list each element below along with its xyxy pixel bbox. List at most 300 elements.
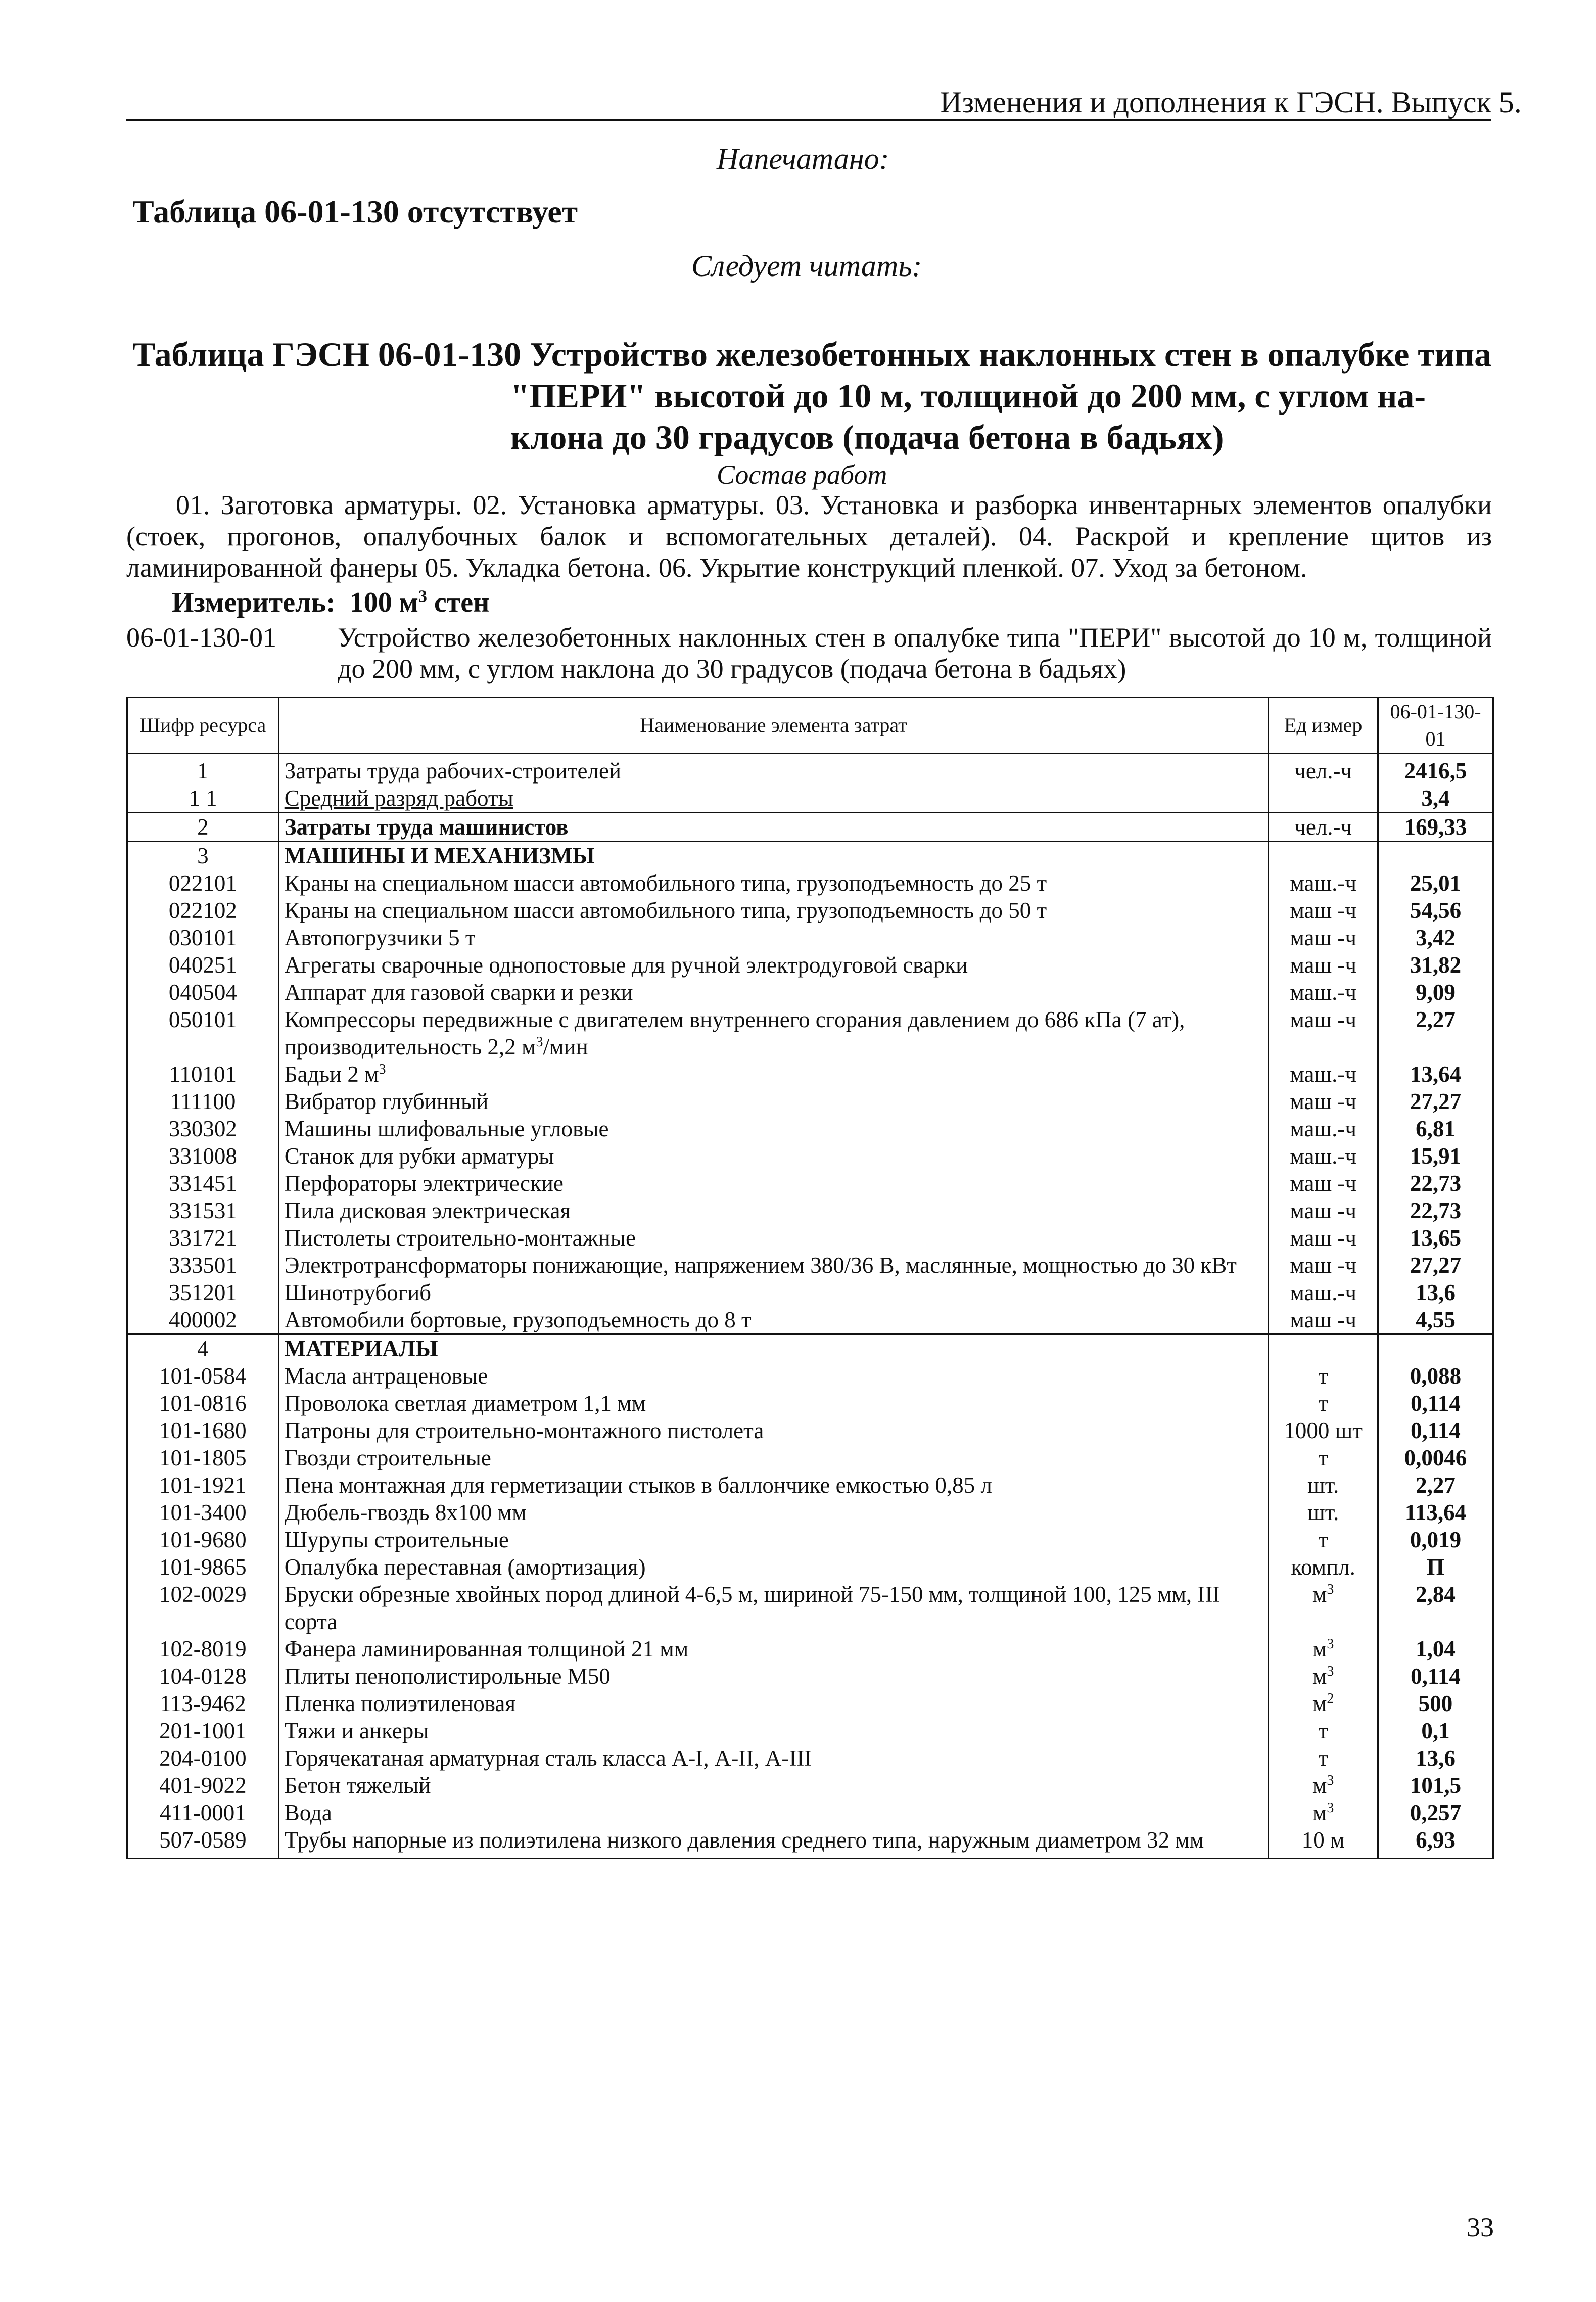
resource-unit-text: маш -ч [1290, 1253, 1356, 1278]
resource-code-text: 101-0816 [159, 1391, 247, 1416]
resource-name [278, 1744, 1268, 1772]
header-value: 06-01-130-01 [1378, 698, 1493, 754]
resource-code-text: 111100 [170, 1089, 236, 1114]
resource-unit-text: маш -ч [1290, 898, 1356, 923]
resource-code [127, 897, 279, 924]
resource-value [1378, 842, 1493, 870]
resource-value-text: 13,64 [1410, 1062, 1462, 1087]
resource-name [278, 1306, 1268, 1334]
resource-name-text: Станок для рубки арматуры [284, 1143, 554, 1169]
resource-name-text: Горячекатаная арматурная сталь класса А-I, А-II, А-III [284, 1745, 812, 1771]
resource-name-text: Машины шлифовальные угловые [284, 1116, 609, 1141]
resource-name-text: Бадьи 2 м [284, 1062, 379, 1087]
table-row [127, 1170, 1493, 1197]
resource-unit-text: маш -ч [1290, 1171, 1356, 1196]
resource-code-text: 022101 [168, 870, 237, 896]
resource-value [1378, 1635, 1493, 1663]
header-rule [126, 119, 1491, 121]
table-title-line-1: Таблица ГЭСН 06-01-130 Устройство железобетонных наклонных стен в опалубке типа [132, 335, 1492, 374]
table-row [127, 1526, 1493, 1553]
resource-name [278, 1799, 1268, 1826]
resource-code [127, 1279, 279, 1306]
table-row [127, 1499, 1493, 1526]
table-title-line-2: "ПЕРИ" высотой до 10 м, толщиной до 200 мм, с углом на- [510, 377, 1426, 415]
resource-code [127, 1197, 279, 1224]
resource-unit [1269, 924, 1378, 951]
resource-unit [1269, 1799, 1378, 1826]
resource-unit-text: м [1312, 1800, 1327, 1825]
resource-code-text: 110101 [169, 1062, 237, 1087]
resource-value [1378, 1690, 1493, 1717]
table-row [127, 813, 1493, 842]
resource-code [127, 1306, 279, 1334]
resource-unit-text: маш.-ч [1290, 1143, 1356, 1169]
resource-name-text: Вибратор глубинный [284, 1089, 489, 1114]
header-name: Наименование элемента затрат [278, 698, 1268, 754]
resource-code-text: 030101 [168, 925, 237, 950]
table-row [127, 1279, 1493, 1306]
resource-unit-text: т [1318, 1363, 1328, 1389]
resource-name [278, 1334, 1268, 1363]
table-row [127, 1581, 1493, 1635]
resource-code [127, 1799, 279, 1826]
resource-value-text: 22,73 [1410, 1198, 1462, 1223]
resource-name-text: Бруски обрезные хвойных пород длиной 4-6,5 м, шириной 75-150 мм, толщиной 100, 125 мм, III сорта [284, 1582, 1221, 1634]
resource-name-text: Плиты пенополистирольные М50 [284, 1664, 611, 1689]
table-row [127, 1088, 1493, 1115]
resource-code-text: 102-8019 [159, 1636, 247, 1662]
resource-value [1378, 754, 1493, 785]
resource-name [278, 754, 1268, 785]
norm-code: 06-01-130-01 [126, 622, 276, 653]
resource-code [127, 813, 279, 842]
resource-value [1378, 1197, 1493, 1224]
resource-name [278, 869, 1268, 897]
resource-name-text: Затраты труда рабочих-строителей [284, 758, 622, 784]
resource-value-text: 169,33 [1404, 814, 1467, 840]
table-row [127, 1744, 1493, 1772]
table-row [127, 1224, 1493, 1252]
resource-code [127, 1717, 279, 1744]
resource-unit-text: м [1312, 1773, 1327, 1798]
resource-unit-text: маш.-ч [1290, 1062, 1356, 1087]
resource-code [127, 785, 279, 813]
resource-unit-sup: 3 [1327, 1664, 1334, 1679]
resource-name-text: Средний разряд работы [284, 786, 513, 811]
resource-unit [1269, 1417, 1378, 1444]
resource-unit [1269, 869, 1378, 897]
table-row [127, 1417, 1493, 1444]
resource-name [278, 1826, 1268, 1859]
table-row [127, 842, 1493, 870]
resource-name-text: Вода [284, 1800, 332, 1825]
resource-table [126, 697, 1494, 1859]
measure-label: Измеритель: [172, 587, 336, 618]
resource-name-text: Краны на специальном шасси автомобильного типа, грузоподъемность до 25 т [284, 870, 1047, 896]
resource-value-text: 13,65 [1410, 1225, 1462, 1251]
resource-code-text: 333501 [168, 1253, 237, 1278]
resource-value-text: 1,04 [1416, 1636, 1456, 1662]
resource-name-sup: 3 [536, 1034, 543, 1050]
resource-code-text: 400002 [168, 1307, 237, 1332]
resource-value [1378, 1224, 1493, 1252]
resource-code-text: 507-0589 [159, 1827, 247, 1853]
table-row [127, 1635, 1493, 1663]
resource-unit [1269, 1690, 1378, 1717]
resource-name-text: Проволока светлая диаметром 1,1 мм [284, 1391, 646, 1416]
resource-code [127, 1088, 279, 1115]
resource-unit [1269, 1526, 1378, 1553]
resource-name-suffix: /мин [543, 1034, 588, 1060]
resource-name [278, 1772, 1268, 1799]
resource-value-text: 3,42 [1416, 925, 1456, 950]
resource-code [127, 1471, 279, 1499]
resource-name [278, 1170, 1268, 1197]
norm-description: Устройство железобетонных наклонных стен в опалубке типа "ПЕРИ" высотой до 10 м, толщиной до 200 мм, с углом наклона до 30 градусов (подача бетона в бадьях) [338, 622, 1492, 684]
resource-code [127, 1170, 279, 1197]
resource-value-text: 0,257 [1410, 1800, 1462, 1825]
resource-name-text: Автомобили бортовые, грузоподъемность до 8 т [284, 1307, 752, 1332]
resource-name [278, 1252, 1268, 1279]
resource-name-text: Пена монтажная для герметизации стыков в баллончике емкостью 0,85 л [284, 1472, 992, 1498]
resource-code-text: 101-3400 [159, 1500, 247, 1525]
resource-value [1378, 1553, 1493, 1581]
resource-unit-text: компл. [1291, 1554, 1355, 1580]
resource-code-text: 101-1921 [159, 1472, 247, 1498]
table-title [132, 334, 1497, 458]
resource-unit [1269, 1197, 1378, 1224]
resource-name-text: Тяжи и анкеры [284, 1718, 429, 1743]
resource-value-text: 4,55 [1416, 1307, 1456, 1332]
resource-unit-text: м [1312, 1636, 1327, 1662]
resource-unit-text: шт. [1307, 1472, 1339, 1498]
resource-value [1378, 1526, 1493, 1553]
resource-unit [1269, 1061, 1378, 1088]
resource-code-text: 204-0100 [159, 1745, 247, 1771]
printed-label: Напечатано: [717, 142, 889, 175]
resource-code-text: 101-1680 [159, 1418, 247, 1443]
resource-name-text: Затраты труда машинистов [284, 814, 569, 840]
header-code: Шифр ресурса [127, 698, 279, 754]
resource-unit-text: маш -ч [1290, 1007, 1356, 1032]
resource-unit-sup: 3 [1327, 1773, 1334, 1788]
resource-value [1378, 813, 1493, 842]
resource-unit-text: маш.-ч [1290, 1280, 1356, 1305]
resource-name [278, 1115, 1268, 1142]
resource-code [127, 1772, 279, 1799]
resource-name-text: Аппарат для газовой сварки и резки [284, 980, 633, 1005]
resource-name [278, 1061, 1268, 1088]
resource-name [278, 1717, 1268, 1744]
resource-value [1378, 1826, 1493, 1859]
table-row [127, 1772, 1493, 1799]
resource-code-text: 050101 [168, 1007, 237, 1032]
resource-name [278, 1690, 1268, 1717]
resource-unit-text: м [1312, 1691, 1327, 1716]
resource-unit-text: т [1318, 1718, 1328, 1743]
resource-value-text: 27,27 [1410, 1253, 1462, 1278]
resource-name-text: Шурупы строительные [284, 1527, 509, 1552]
resource-code [127, 1690, 279, 1717]
resource-name-text: Пила дисковая электрическая [284, 1198, 571, 1223]
resource-code [127, 1115, 279, 1142]
resource-name [278, 1581, 1268, 1635]
resource-value-text: 0,1 [1421, 1718, 1450, 1743]
resource-unit-text: маш -ч [1290, 1089, 1356, 1114]
resource-unit [1269, 951, 1378, 979]
resource-unit [1269, 1279, 1378, 1306]
resource-value [1378, 869, 1493, 897]
resource-code-text: 201-1001 [159, 1718, 247, 1743]
resource-code-text: 104-0128 [159, 1664, 247, 1689]
resource-unit-text: маш.-ч [1290, 870, 1356, 896]
resource-code-text: 331531 [168, 1198, 237, 1223]
resource-code-text: 101-0584 [159, 1363, 247, 1389]
resource-name [278, 785, 1268, 813]
resource-code-text: 1 [197, 758, 209, 784]
resource-name [278, 1663, 1268, 1690]
table-row [127, 951, 1493, 979]
resource-value [1378, 1061, 1493, 1088]
resource-value [1378, 924, 1493, 951]
table-row [127, 1061, 1493, 1088]
resource-name [278, 813, 1268, 842]
resource-value [1378, 1444, 1493, 1471]
resource-unit [1269, 1772, 1378, 1799]
resource-unit-text: т [1318, 1527, 1328, 1552]
resource-unit-text: 10 м [1301, 1827, 1345, 1853]
resource-code [127, 1526, 279, 1553]
resource-unit-text: маш -ч [1290, 1225, 1356, 1251]
resource-code [127, 1744, 279, 1772]
resource-name-text: Автопогрузчики 5 т [284, 925, 476, 950]
resource-code [127, 924, 279, 951]
table-row [127, 1444, 1493, 1471]
resource-value [1378, 1142, 1493, 1170]
resource-code [127, 1390, 279, 1417]
resource-unit-sup: 3 [1327, 1800, 1334, 1816]
resource-unit-text: чел.-ч [1294, 758, 1352, 784]
resource-code [127, 1061, 279, 1088]
resource-value [1378, 1471, 1493, 1499]
resource-value-text: 15,91 [1410, 1143, 1462, 1169]
resource-name-text: Опалубка переставная (амортизация) [284, 1554, 646, 1580]
resource-code-text: 1 1 [189, 786, 217, 811]
resource-value-text: 0,019 [1410, 1527, 1462, 1552]
resource-code-text: 331451 [168, 1171, 237, 1196]
resource-unit-text: маш.-ч [1290, 1116, 1356, 1141]
resource-name [278, 1444, 1268, 1471]
table-row [127, 1799, 1493, 1826]
resource-unit [1269, 1635, 1378, 1663]
resource-value [1378, 1088, 1493, 1115]
resource-code [127, 1334, 279, 1363]
resource-value [1378, 1744, 1493, 1772]
resource-unit-text: м [1312, 1582, 1327, 1607]
resource-code [127, 1499, 279, 1526]
resource-name [278, 1499, 1268, 1526]
table-row [127, 1306, 1493, 1334]
resource-name [278, 951, 1268, 979]
resource-name [278, 1553, 1268, 1581]
table-row [127, 785, 1493, 813]
resource-name [278, 1635, 1268, 1663]
resource-unit [1269, 813, 1378, 842]
resource-name [278, 1088, 1268, 1115]
resource-unit [1269, 1115, 1378, 1142]
table-row [127, 979, 1493, 1006]
resource-unit-text: шт. [1307, 1500, 1339, 1525]
resource-value [1378, 1306, 1493, 1334]
resource-value [1378, 1279, 1493, 1306]
table-row [127, 1115, 1493, 1142]
resource-value-text: 6,93 [1416, 1827, 1456, 1853]
resource-unit [1269, 1717, 1378, 1744]
table-row [127, 1197, 1493, 1224]
resource-unit [1269, 1088, 1378, 1115]
resource-value [1378, 1717, 1493, 1744]
resource-name [278, 1417, 1268, 1444]
resource-value-text: 0,114 [1411, 1664, 1461, 1689]
resource-name-text: Пистолеты строительно-монтажные [284, 1225, 636, 1251]
resource-name [278, 1362, 1268, 1390]
resource-name [278, 1224, 1268, 1252]
resource-unit [1269, 1170, 1378, 1197]
resource-unit [1269, 1224, 1378, 1252]
resource-value [1378, 1170, 1493, 1197]
resource-unit [1269, 1471, 1378, 1499]
resource-name [278, 1471, 1268, 1499]
resource-code-text: 401-9022 [159, 1773, 247, 1798]
measure-power: 3 [418, 587, 427, 606]
resource-code-text: 4 [197, 1336, 209, 1361]
resource-code-text: 101-1805 [159, 1445, 247, 1470]
resource-value-text: 13,6 [1416, 1280, 1456, 1305]
resource-unit [1269, 785, 1378, 813]
resource-unit [1269, 1306, 1378, 1334]
resource-code-text: 113-9462 [159, 1691, 246, 1716]
resource-unit [1269, 1252, 1378, 1279]
follows-label: Следует читать: [691, 249, 922, 283]
resource-code-text: 3 [197, 843, 209, 868]
resource-unit [1269, 1553, 1378, 1581]
page-number: 33 [1467, 2212, 1494, 2242]
table-row [127, 1826, 1493, 1859]
resource-code [127, 1635, 279, 1663]
resource-value-text: 54,56 [1410, 898, 1462, 923]
resource-name-text: Масла антраценовые [284, 1363, 488, 1389]
resource-name-text: Дюбель-гвоздь 8х100 мм [284, 1500, 527, 1525]
resource-unit-text: маш -ч [1290, 1198, 1356, 1223]
resource-code [127, 979, 279, 1006]
resource-name-text: Фанера ламинированная толщиной 21 мм [284, 1636, 689, 1662]
resource-name [278, 979, 1268, 1006]
resource-value [1378, 1799, 1493, 1826]
resource-value [1378, 785, 1493, 813]
resource-value-text: 2416,5 [1404, 758, 1467, 784]
resource-unit [1269, 1362, 1378, 1390]
resource-name-text: МАШИНЫ И МЕХАНИЗМЫ [284, 843, 595, 868]
resource-unit [1269, 1142, 1378, 1170]
resource-code-text: 101-9865 [159, 1554, 247, 1580]
resource-unit-sup: 3 [1327, 1636, 1334, 1652]
resource-code-text: 330302 [168, 1116, 237, 1141]
resource-code [127, 1362, 279, 1390]
resource-unit [1269, 1334, 1378, 1363]
resource-value [1378, 1362, 1493, 1390]
resource-name-text: Компрессоры передвижные с двигателем внутреннего сгорания давлением до 686 кПа (7 ат), производительность 2,2 м [284, 1007, 1185, 1060]
resource-unit-text: маш.-ч [1290, 980, 1356, 1005]
resource-name-text: Шинотрубогиб [284, 1280, 432, 1305]
resource-value-text: 0,0046 [1404, 1445, 1467, 1470]
resource-code-text: 2 [197, 814, 209, 840]
running-header: Изменения и дополнения к ГЭСН. Выпуск 5. [940, 85, 1522, 119]
resource-code [127, 842, 279, 870]
resource-unit-text: 1000 шт [1284, 1418, 1363, 1443]
table-row [127, 1471, 1493, 1499]
table-row [127, 1717, 1493, 1744]
resource-unit-text: м [1312, 1664, 1327, 1689]
resource-unit [1269, 1390, 1378, 1417]
resource-unit [1269, 1826, 1378, 1859]
resource-code-text: 040504 [168, 980, 237, 1005]
table-row [127, 1334, 1493, 1363]
resource-name-text: Бетон тяжелый [284, 1773, 431, 1798]
resource-name-text: Агрегаты сварочные однопостовые для ручной электродуговой сварки [284, 952, 968, 978]
absent-table-note: Таблица 06-01-130 отсутствует [132, 194, 578, 229]
resource-value-text: 2,27 [1416, 1007, 1456, 1032]
composition-heading: Состав работ [717, 459, 887, 490]
resource-name-text: Перфораторы электрические [284, 1171, 564, 1196]
resource-value-text: 0,088 [1410, 1363, 1462, 1389]
resource-code-text: 331008 [168, 1143, 237, 1169]
resource-value [1378, 1006, 1493, 1061]
resource-value-text: 0,114 [1411, 1418, 1461, 1443]
measure-suffix: стен [434, 587, 490, 618]
table-row [127, 1006, 1493, 1061]
resource-value-text: 2,27 [1416, 1472, 1456, 1498]
table-row [127, 1553, 1493, 1581]
table-row [127, 1142, 1493, 1170]
resource-name-text: Патроны для строительно-монтажного пистолета [284, 1418, 764, 1443]
resource-unit-text: т [1318, 1391, 1328, 1416]
resource-code [127, 1444, 279, 1471]
resource-value [1378, 1581, 1493, 1635]
resource-unit [1269, 1744, 1378, 1772]
resource-unit [1269, 754, 1378, 785]
resource-name-text: Трубы напорные из полиэтилена низкого давления среднего типа, наружным диаметром 32 мм [284, 1827, 1204, 1853]
resource-unit [1269, 1663, 1378, 1690]
resource-code-text: 040251 [168, 952, 237, 978]
resource-value-text: 0,114 [1411, 1391, 1461, 1416]
resource-value [1378, 1252, 1493, 1279]
resource-value-text: 31,82 [1410, 952, 1462, 978]
resource-code [127, 1553, 279, 1581]
resource-unit-sup: 3 [1327, 1582, 1334, 1597]
resource-value-text: 6,81 [1416, 1116, 1456, 1141]
resource-unit [1269, 1581, 1378, 1635]
resource-code-text: 331721 [168, 1225, 237, 1251]
resource-code [127, 1224, 279, 1252]
resource-value-text: 25,01 [1410, 870, 1462, 896]
resource-value [1378, 1772, 1493, 1799]
resource-name [278, 1526, 1268, 1553]
resource-name-text: Электротрансформаторы понижающие, напряжением 380/36 В, маслянные, мощностью до 30 кВт [284, 1253, 1237, 1278]
table-row [127, 1252, 1493, 1279]
resource-value-text: 22,73 [1410, 1171, 1462, 1196]
resource-name [278, 1142, 1268, 1170]
resource-unit-text: маш -ч [1290, 925, 1356, 950]
